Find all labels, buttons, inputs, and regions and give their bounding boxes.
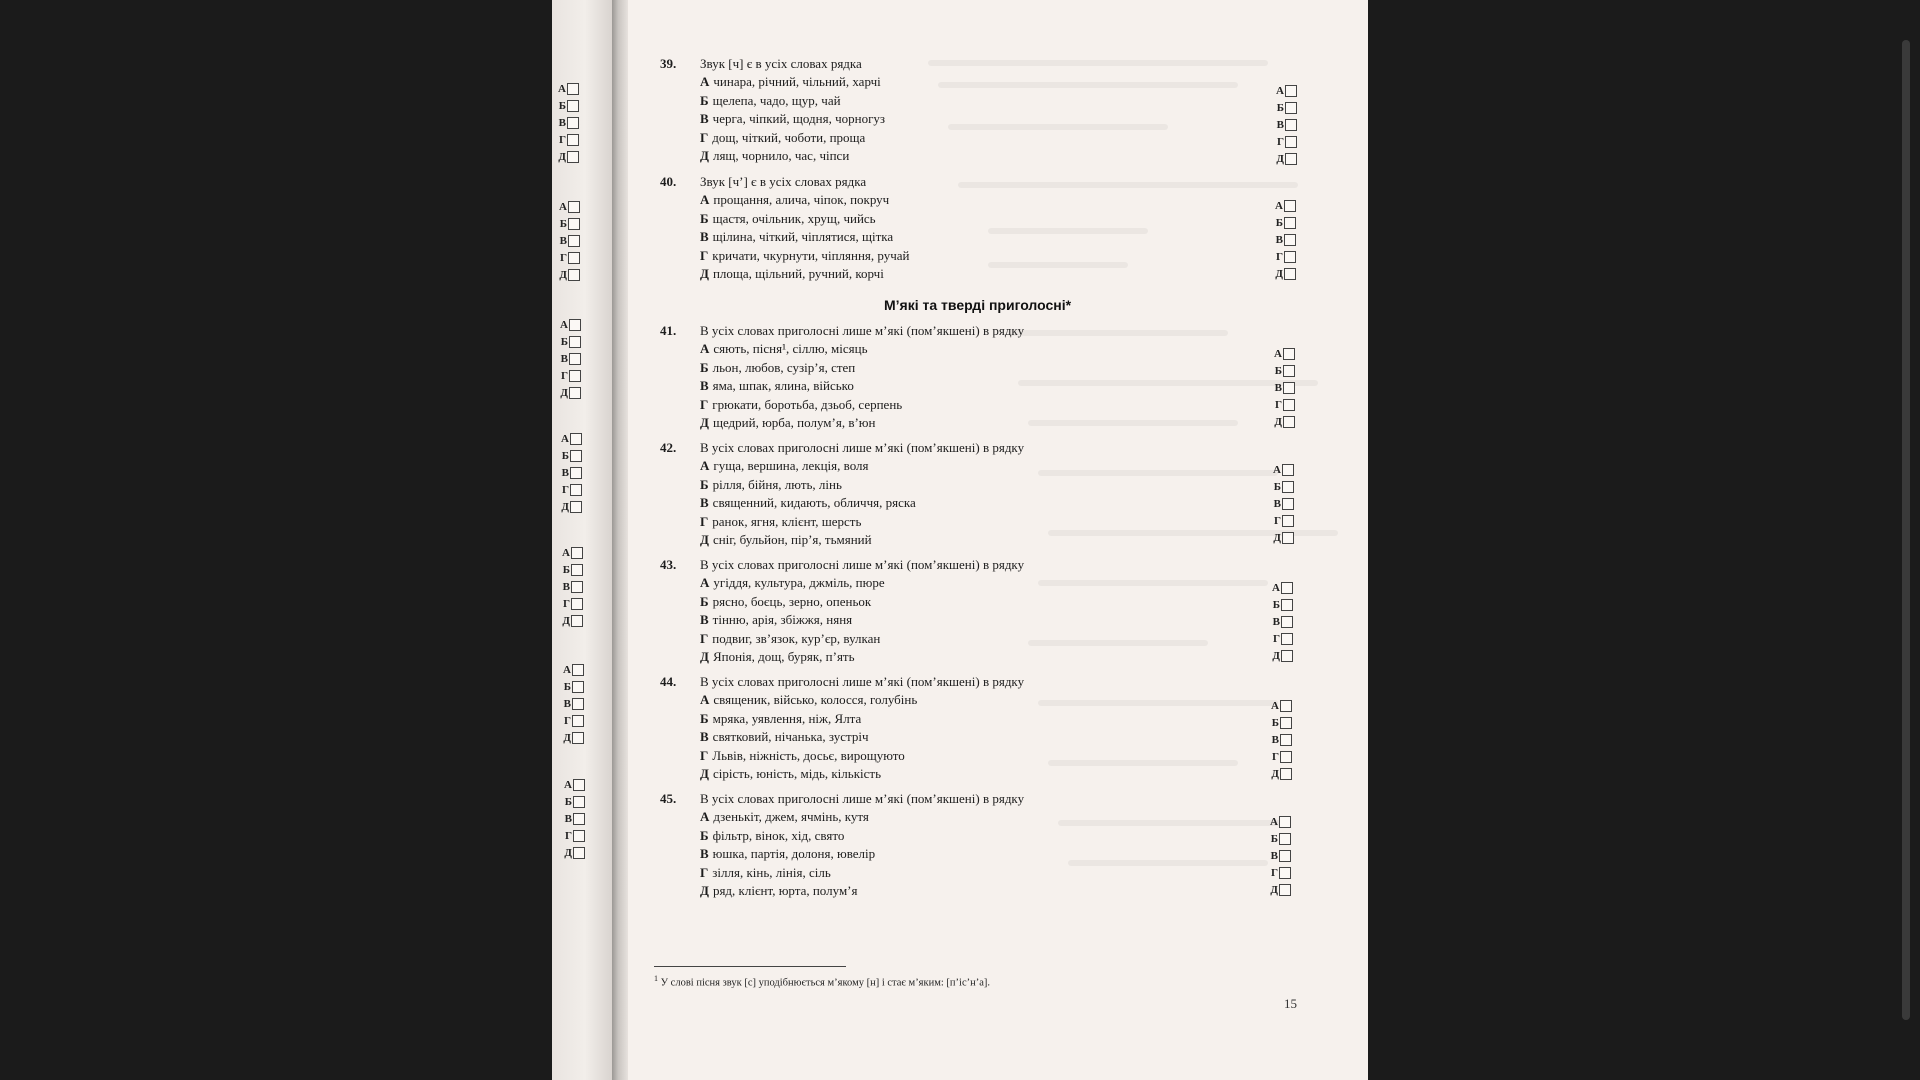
answer-box-label: Б — [559, 217, 567, 230]
answer-box-label: В — [559, 234, 567, 247]
answer-box-row — [562, 827, 592, 844]
answer-checkbox[interactable] — [1279, 850, 1291, 862]
answer-checkbox[interactable] — [1284, 217, 1296, 229]
answer-checkbox[interactable] — [569, 387, 581, 399]
question-45 — [660, 790, 1260, 901]
answer-box-row — [557, 198, 587, 215]
answer-box-label: Г — [1276, 250, 1283, 263]
answer-option-e: Д ряд, клієнт, юрта, полум’я — [700, 883, 858, 899]
answer-box-label: В — [1276, 118, 1284, 131]
answer-box-label: Б — [1275, 216, 1283, 229]
answer-box-row — [559, 481, 589, 498]
answer-box-group — [558, 316, 588, 401]
answer-box-group — [562, 776, 592, 861]
answer-box-row — [1269, 765, 1299, 782]
answer-box-label: Г — [1277, 135, 1284, 148]
answer-box-group — [1272, 345, 1302, 430]
answer-box-row — [1273, 214, 1303, 231]
answer-checkbox[interactable] — [569, 336, 581, 348]
answer-option-d: Г кричати, чкурнути, чіпляння, ручай — [700, 247, 910, 263]
answer-option-a: А гуща, вершина, лекція, воля — [700, 458, 869, 474]
answer-checkbox[interactable] — [1284, 268, 1296, 280]
answer-option-d: Г ранок, ягня, клієнт, шерсть — [700, 513, 862, 529]
answer-box-row — [1272, 379, 1302, 396]
answer-box-row — [1273, 197, 1303, 214]
answer-box-row — [560, 612, 590, 629]
answer-box-row — [562, 844, 592, 861]
answer-box-label: В — [558, 116, 566, 129]
answer-box-label: Б — [560, 335, 568, 348]
answer-box-row — [1272, 396, 1302, 413]
answer-box-row — [1271, 461, 1301, 478]
answer-box-label: Д — [1270, 883, 1278, 896]
answer-box-label: Г — [563, 597, 570, 610]
answer-option-c: В юшка, партія, долоня, ювелір — [700, 846, 876, 862]
answer-checkbox[interactable] — [1282, 515, 1294, 527]
question-40 — [660, 173, 1260, 284]
answer-box-row — [1274, 150, 1304, 167]
answer-box-label: Д — [559, 268, 567, 281]
answer-checkbox[interactable] — [1282, 498, 1294, 510]
answer-checkbox[interactable] — [569, 353, 581, 365]
question-number: 45. — [660, 791, 677, 806]
answer-box-label: Б — [563, 680, 571, 693]
answer-box-label: Г — [561, 369, 568, 382]
answer-box-label: Г — [1272, 750, 1279, 763]
question-number: 40. — [660, 174, 677, 189]
question-number: 39. — [660, 56, 677, 71]
answer-box-label: Г — [1274, 514, 1281, 527]
answer-box-label: Д — [563, 731, 571, 744]
answer-box-label: Д — [1276, 152, 1284, 165]
answer-box-label: Б — [1271, 716, 1279, 729]
answer-checkbox[interactable] — [1280, 734, 1292, 746]
question-text: Звук [ч’] є в усіх словах рядка — [700, 174, 867, 189]
question-44 — [660, 673, 1260, 784]
answer-box-group — [556, 80, 586, 165]
answer-checkbox[interactable] — [570, 450, 582, 462]
answer-box-label: Г — [1271, 866, 1278, 879]
answer-box-label: Д — [1272, 649, 1280, 662]
answer-box-row — [556, 114, 586, 131]
answer-checkbox[interactable] — [573, 813, 585, 825]
answer-checkbox[interactable] — [1281, 599, 1293, 611]
answer-box-group — [557, 198, 587, 283]
answer-box-label: В — [564, 812, 572, 825]
answer-box-group — [1269, 697, 1299, 782]
answer-box-row — [1270, 579, 1300, 596]
answer-checkbox[interactable] — [1285, 85, 1297, 97]
answer-box-row — [1274, 133, 1304, 150]
answer-box-label: А — [561, 432, 569, 445]
answer-box-row — [559, 447, 589, 464]
question-text: В усіх словах приголосні лише м’які (пом’якшені) в рядку — [700, 674, 1025, 689]
answer-checkbox[interactable] — [1282, 532, 1294, 544]
answer-box-label: В — [1274, 381, 1282, 394]
answer-box-label: А — [1273, 463, 1281, 476]
answer-box-label: В — [561, 466, 569, 479]
answer-box-row — [559, 464, 589, 481]
question-41 — [660, 322, 1260, 433]
answer-checkbox[interactable] — [570, 484, 582, 496]
answer-checkbox[interactable] — [569, 319, 581, 331]
answer-checkbox[interactable] — [1281, 582, 1293, 594]
answer-checkbox[interactable] — [1279, 867, 1291, 879]
answer-checkbox[interactable] — [1285, 102, 1297, 114]
section-title: М’які та тверді приголосні* — [884, 297, 1072, 313]
answer-box-row — [557, 232, 587, 249]
answer-box-label: Г — [564, 714, 571, 727]
answer-box-label: Д — [561, 500, 569, 513]
answer-box-row — [1271, 529, 1301, 546]
answer-checkbox[interactable] — [568, 252, 580, 264]
answer-box-row — [1270, 630, 1300, 647]
answer-box-row — [559, 430, 589, 447]
answer-box-row — [562, 776, 592, 793]
answer-option-b: Б щелепа, чадо, щур, чай — [700, 92, 841, 108]
answer-checkbox[interactable] — [573, 830, 585, 842]
answer-box-group — [561, 661, 591, 746]
answer-checkbox[interactable] — [1285, 136, 1297, 148]
answer-option-c: В яма, шпак, ялина, військо — [700, 378, 854, 394]
answer-box-row — [561, 661, 591, 678]
answer-checkbox[interactable] — [1284, 200, 1296, 212]
answer-checkbox[interactable] — [1279, 816, 1291, 828]
scrollbar-thumb[interactable] — [1902, 40, 1910, 1020]
answer-checkbox[interactable] — [570, 501, 582, 513]
answer-box-row — [560, 578, 590, 595]
answer-box-label: Д — [1273, 531, 1281, 544]
answer-checkbox[interactable] — [569, 370, 581, 382]
answer-box-row — [1273, 231, 1303, 248]
answer-box-row — [558, 350, 588, 367]
answer-checkbox[interactable] — [567, 151, 579, 163]
answer-checkbox[interactable] — [573, 796, 585, 808]
answer-option-e: Д сніг, бульйон, пір’я, тьмяний — [700, 532, 872, 548]
answer-checkbox[interactable] — [1280, 768, 1292, 780]
answer-checkbox[interactable] — [567, 100, 579, 112]
answer-checkbox[interactable] — [1280, 700, 1292, 712]
answer-box-label: Б — [564, 795, 572, 808]
book-gutter — [612, 0, 628, 1080]
answer-box-label: Д — [562, 614, 570, 627]
answer-box-label: А — [1276, 84, 1284, 97]
answer-box-label: А — [1274, 347, 1282, 360]
footnote-divider — [654, 966, 846, 967]
question-39 — [660, 55, 1260, 166]
answer-option-b: Б фільтр, вінок, хід, свято — [700, 827, 845, 843]
answer-box-row — [557, 215, 587, 232]
answer-box-label: А — [1272, 581, 1280, 594]
answer-option-e: Д сірість, юність, мідь, кількість — [700, 766, 882, 782]
answer-box-row — [1270, 596, 1300, 613]
answer-box-row — [1272, 345, 1302, 362]
answer-checkbox[interactable] — [1281, 650, 1293, 662]
answer-box-row — [562, 810, 592, 827]
answer-option-c: В щілина, чіткий, чіплятися, щітка — [700, 229, 894, 245]
answer-box-label: Г — [1275, 398, 1282, 411]
question-text: В усіх словах приголосні лише м’які (пом’якшені) в рядку — [700, 440, 1025, 455]
answer-option-d: Г дощ, чіткий, чоботи, проща — [700, 129, 866, 145]
answer-box-label: Д — [560, 386, 568, 399]
answer-box-label: А — [558, 82, 566, 95]
answer-box-label: Г — [562, 483, 569, 496]
answer-box-row — [1272, 413, 1302, 430]
answer-box-label: В — [563, 697, 571, 710]
answer-box-label: А — [1275, 199, 1283, 212]
answer-box-row — [1274, 99, 1304, 116]
answer-box-label: Б — [1270, 832, 1278, 845]
answer-checkbox[interactable] — [1285, 119, 1297, 131]
page-number: 15 — [1284, 996, 1297, 1011]
question-number: 42. — [660, 440, 677, 455]
answer-box-label: А — [563, 663, 571, 676]
question-text: В усіх словах приголосні лише м’які (пом’якшені) в рядку — [700, 791, 1025, 806]
answer-checkbox[interactable] — [1283, 382, 1295, 394]
answer-checkbox[interactable] — [570, 467, 582, 479]
answer-box-row — [1269, 714, 1299, 731]
answer-box-row — [561, 712, 591, 729]
answer-box-row — [1270, 647, 1300, 664]
answer-box-group — [1268, 813, 1298, 898]
answer-option-c: В святковий, нічанька, зустріч — [700, 729, 869, 745]
answer-box-label: Б — [562, 563, 570, 576]
answer-option-e: Д площа, щільний, ручний, корчі — [700, 266, 884, 282]
answer-checkbox[interactable] — [1285, 153, 1297, 165]
answer-box-label: Г — [565, 829, 572, 842]
answer-box-label: В — [1271, 733, 1279, 746]
answer-box-row — [558, 333, 588, 350]
answer-box-label: А — [1271, 699, 1279, 712]
answer-box-row — [562, 793, 592, 810]
answer-box-row — [558, 316, 588, 333]
answer-option-c: В священний, кидають, обличчя, ряска — [700, 495, 916, 511]
answer-checkbox[interactable] — [1283, 365, 1295, 377]
answer-option-c: В черга, чіпкий, щодня, чорногуз — [700, 111, 886, 127]
answer-box-label: Д — [564, 846, 572, 859]
answer-box-row — [1268, 864, 1298, 881]
answer-box-row — [560, 561, 590, 578]
answer-box-row — [561, 678, 591, 695]
answer-box-row — [561, 729, 591, 746]
answer-box-label: Г — [559, 133, 566, 146]
answer-box-group — [560, 544, 590, 629]
answer-option-e: Д лящ, чорнило, час, чіпси — [700, 148, 850, 164]
answer-option-a: А сяють, пісня¹, сіллю, місяць — [700, 341, 868, 357]
answer-box-label: Б — [1273, 480, 1281, 493]
answer-box-label: Д — [558, 150, 566, 163]
answer-box-row — [559, 498, 589, 515]
answer-box-label: А — [1270, 815, 1278, 828]
answer-box-row — [1268, 813, 1298, 830]
answer-box-row — [560, 544, 590, 561]
question-43 — [660, 556, 1260, 667]
answer-checkbox[interactable] — [1283, 348, 1295, 360]
answer-box-row — [556, 97, 586, 114]
answer-box-row — [1271, 495, 1301, 512]
answer-option-c: В тінню, арія, збіжжя, няня — [700, 612, 853, 628]
answer-box-label: А — [560, 318, 568, 331]
answer-box-row — [1268, 881, 1298, 898]
answer-checkbox[interactable] — [1281, 633, 1293, 645]
answer-checkbox[interactable] — [572, 698, 584, 710]
answer-checkbox[interactable] — [567, 83, 579, 95]
answer-option-a: А дзенькіт, джем, ячмінь, кутя — [700, 809, 869, 825]
answer-box-row — [1268, 847, 1298, 864]
answer-checkbox[interactable] — [571, 564, 583, 576]
book-page — [628, 0, 1368, 1080]
answer-checkbox[interactable] — [571, 581, 583, 593]
answer-checkbox[interactable] — [571, 598, 583, 610]
answer-box-label: В — [1275, 233, 1283, 246]
answer-box-row — [1274, 82, 1304, 99]
answer-checkbox[interactable] — [573, 847, 585, 859]
answer-box-row — [556, 131, 586, 148]
answer-box-row — [1274, 116, 1304, 133]
answer-checkbox[interactable] — [568, 269, 580, 281]
answer-checkbox[interactable] — [568, 201, 580, 213]
answer-option-e: Д щедрий, юрба, полум’я, в’юн — [700, 415, 876, 431]
footnote-mark: 1 — [654, 974, 658, 983]
answer-box-label: Б — [558, 99, 566, 112]
answer-box-row — [556, 148, 586, 165]
answer-box-label: В — [1272, 615, 1280, 628]
question-number: 41. — [660, 323, 677, 338]
answer-box-group — [1274, 82, 1304, 167]
answer-checkbox[interactable] — [568, 235, 580, 247]
answer-checkbox[interactable] — [1279, 884, 1291, 896]
answer-box-label: Г — [560, 251, 567, 264]
answer-checkbox[interactable] — [570, 433, 582, 445]
question-text: В усіх словах приголосні лише м’які (пом’якшені) в рядку — [700, 557, 1025, 572]
footnote-text: У слові пісня звук [с] уподібнюється м’якому [н] і стає м’яким: [п’іс’н’а]. — [660, 977, 991, 989]
question-number: 44. — [660, 674, 677, 689]
vertical-scrollbar[interactable] — [1902, 40, 1910, 1020]
answer-box-label: В — [1273, 497, 1281, 510]
answer-box-group — [1271, 461, 1301, 546]
question-text: Звук [ч] є в усіх словах рядка — [700, 56, 862, 71]
answer-box-row — [558, 367, 588, 384]
answer-option-d: Г зілля, кінь, лінія, сіль — [700, 864, 831, 880]
answer-box-label: В — [1270, 849, 1278, 862]
answer-box-row — [1270, 613, 1300, 630]
answer-box-row — [1268, 830, 1298, 847]
answer-box-group — [559, 430, 589, 515]
answer-box-label: Б — [1274, 364, 1282, 377]
answer-option-d: Г Львів, ніжність, досьє, вирощуюто — [700, 747, 905, 763]
answer-checkbox[interactable] — [568, 218, 580, 230]
answer-box-label: Б — [1272, 598, 1280, 611]
footnote — [654, 974, 1254, 989]
answer-box-row — [558, 384, 588, 401]
answer-box-label: Д — [1275, 267, 1283, 280]
answer-box-row — [1272, 362, 1302, 379]
answer-checkbox[interactable] — [1283, 399, 1295, 411]
answer-checkbox[interactable] — [1280, 751, 1292, 763]
answer-box-row — [557, 249, 587, 266]
answer-box-row — [560, 595, 590, 612]
answer-box-label: Г — [1273, 632, 1280, 645]
answer-option-b: Б рясно, боєць, зерно, опеньок — [700, 593, 872, 609]
answer-box-row — [1269, 731, 1299, 748]
question-42 — [660, 439, 1260, 550]
answer-option-a: А прощання, алича, чіпок, покруч — [700, 192, 890, 208]
answer-checkbox[interactable] — [572, 664, 584, 676]
answer-box-row — [561, 695, 591, 712]
answer-option-e: Д Японія, дощ, буряк, п’ять — [700, 649, 855, 665]
answer-option-d: Г подвиг, зв’язок, кур’єр, вулкан — [700, 630, 881, 646]
answer-box-label: А — [562, 546, 570, 559]
answer-checkbox[interactable] — [1279, 833, 1291, 845]
answer-checkbox[interactable] — [571, 547, 583, 559]
answer-checkbox[interactable] — [571, 615, 583, 627]
answer-option-a: А угіддя, культура, джміль, пюре — [700, 575, 885, 591]
answer-checkbox[interactable] — [1281, 616, 1293, 628]
answer-option-b: Б мряка, уявлення, ніж, Ялта — [700, 710, 862, 726]
answer-box-row — [1269, 697, 1299, 714]
answer-box-group — [1270, 579, 1300, 664]
answer-box-group — [1273, 197, 1303, 282]
answer-checkbox[interactable] — [1283, 416, 1295, 428]
answer-checkbox[interactable] — [572, 732, 584, 744]
answer-box-row — [1271, 512, 1301, 529]
answer-box-label: А — [559, 200, 567, 213]
answer-box-row — [1273, 265, 1303, 282]
answer-box-label: Б — [1276, 101, 1284, 114]
answer-box-row — [557, 266, 587, 283]
answer-box-label: Д — [1271, 767, 1279, 780]
answer-box-label: В — [560, 352, 568, 365]
answer-box-label: В — [562, 580, 570, 593]
answer-option-b: Б рілля, бійня, лють, лінь — [700, 476, 842, 492]
answer-option-b: Б щастя, очільник, хрущ, чийсь — [700, 210, 876, 226]
answer-checkbox[interactable] — [1284, 251, 1296, 263]
answer-checkbox[interactable] — [573, 779, 585, 791]
answer-checkbox[interactable] — [567, 134, 579, 146]
answer-option-d: Г грюкати, боротьба, дзьоб, серпень — [700, 396, 903, 412]
question-text: В усіх словах приголосні лише м’які (пом’якшені) в рядку — [700, 323, 1025, 338]
answer-checkbox[interactable] — [1282, 481, 1294, 493]
answer-option-a: А священик, військо, колосся, голубінь — [700, 692, 918, 708]
question-number: 43. — [660, 557, 677, 572]
answer-checkbox[interactable] — [572, 715, 584, 727]
answer-option-b: Б льон, любов, сузір’я, степ — [700, 359, 856, 375]
answer-box-label: Д — [1274, 415, 1282, 428]
answer-box-label: А — [564, 778, 572, 791]
answer-checkbox[interactable] — [1282, 464, 1294, 476]
answer-box-row — [1271, 478, 1301, 495]
answer-option-a: А чинара, річний, чільний, харчі — [700, 74, 881, 90]
answer-box-label: Б — [561, 449, 569, 462]
answer-checkbox[interactable] — [567, 117, 579, 129]
answer-box-row — [556, 80, 586, 97]
answer-box-row — [1273, 248, 1303, 265]
answer-box-row — [1269, 748, 1299, 765]
answer-checkbox[interactable] — [572, 681, 584, 693]
answer-checkbox[interactable] — [1284, 234, 1296, 246]
answer-checkbox[interactable] — [1280, 717, 1292, 729]
